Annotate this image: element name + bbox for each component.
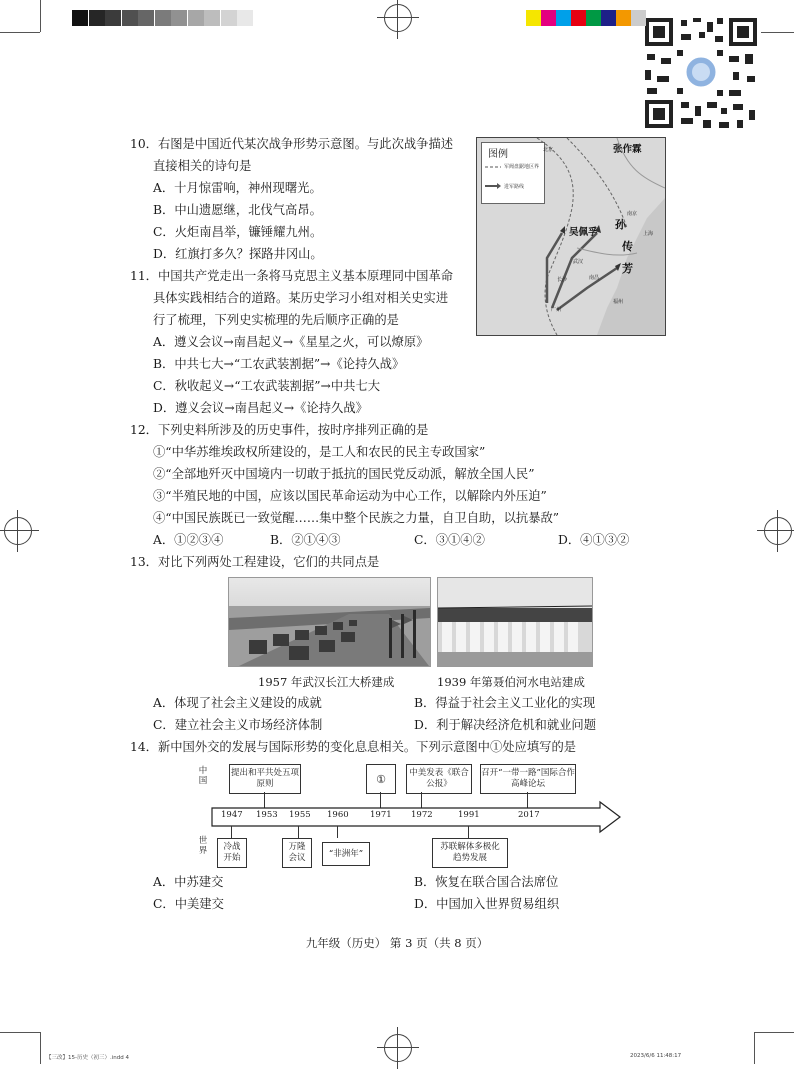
registration-mark [384, 1034, 412, 1062]
timeline-world-label: 世界 [198, 836, 208, 856]
color-swatch [601, 10, 616, 26]
q12-item: ③“半殖民地的中国，应该以国民革命运动为中心工作，以解除内外压迫” [153, 489, 547, 503]
timeline-blank-1: ① [366, 764, 396, 794]
q13-option-d[interactable]: D．利于解决经济危机和就业问题 [414, 718, 597, 732]
legend-item: 军阀盘踞地区界 [504, 164, 540, 170]
q14-stem: 14．新中国外交的发展与国际形势的变化息息相关。下列示意图中①处应填写的是 [130, 740, 577, 754]
crop-mark [0, 1032, 40, 1033]
dnieper-dam-photo [437, 577, 593, 667]
q10-option-b[interactable]: B．中山遗愿继，北伐气高昂。 [153, 203, 322, 217]
gray-swatch [171, 10, 187, 26]
crop-mark [0, 32, 40, 33]
color-swatch [586, 10, 601, 26]
timeline-year: 1972 [411, 810, 433, 820]
timeline-year: 2017 [518, 810, 540, 820]
q11-option-d[interactable]: D．遵义会议→南昌起义→《论持久战》 [153, 401, 368, 415]
q10-option-d[interactable]: D．红旗打多久？探路井冈山。 [153, 247, 323, 261]
crop-mark [754, 1032, 755, 1064]
map-city-label: 广州 [551, 307, 562, 313]
timeline-connector [468, 826, 469, 838]
timeline-world-event: 万隆会议 [282, 838, 312, 868]
registration-mark [764, 517, 792, 545]
map-city-label: 南昌 [589, 275, 600, 281]
q14-option-b[interactable]: B．恢复在联合国合法席位 [414, 875, 559, 889]
q13-stem: 13．对比下列两处工程建设，它们的共同点是 [130, 555, 380, 569]
q11-option-a[interactable]: A．遵义会议→南昌起义→《星星之火，可以燎原》 [153, 335, 429, 349]
map-city-label: 武汉 [573, 259, 584, 265]
q11-stem: 具体实践相结合的道路。某历史学习小组对相关史实进 [153, 291, 449, 305]
color-swatch [571, 10, 586, 26]
q12-stem: 12．下列史料所涉及的历史事件，按时序排列正确的是 [130, 423, 429, 437]
q12-option-c[interactable]: C．③①④② [414, 533, 485, 547]
gray-swatch [237, 10, 253, 26]
q12-item: ②“全部地歼灭中国境内一切敢于抵抗的国民党反动派，解放全国人民” [153, 467, 535, 481]
map-label-chuan: 传 [622, 240, 633, 253]
q10-option-c[interactable]: C．火炬南昌举，镰锤耀九州。 [153, 225, 323, 239]
q14-option-c[interactable]: C．中美建交 [153, 897, 224, 911]
q10-option-a[interactable]: A．十月惊雷响，神州现曙光。 [153, 181, 322, 195]
q10-stem: 直接相关的诗句是 [153, 159, 252, 173]
timeline-year: 1991 [458, 810, 480, 820]
gray-swatch [89, 10, 105, 26]
q11-option-c[interactable]: C．秋收起义→“工农武装割据”→中共七大 [153, 379, 381, 393]
gray-swatch [188, 10, 204, 26]
print-slug-date: 2023/6/6 11:48:17 [630, 1053, 682, 1059]
timeline-connector [231, 826, 232, 838]
legend-arrow [485, 183, 501, 189]
map-city-label: 北京 [543, 147, 554, 153]
gray-swatch [122, 10, 138, 26]
photo-caption: 1957 年武汉长江大桥建成 [258, 675, 395, 689]
print-slug-file: 【三改】15-历史（初三）.indd 4 [46, 1055, 129, 1061]
timeline-china-event: 中美发表《联合公报》 [406, 764, 472, 794]
page-footer: 九年级（历史） 第 3 页（共 8 页） [305, 936, 489, 950]
timeline-year: 1960 [327, 810, 349, 820]
q13-option-b[interactable]: B．得益于社会主义工业化的实现 [414, 696, 596, 710]
map-city-label: 南京 [627, 211, 638, 217]
map-label-zhang-zuolin: 张作霖 [613, 144, 642, 155]
map-label-wu-peifu: 吴佩孚 [569, 227, 598, 238]
map-city-label: 上海 [643, 231, 654, 237]
crop-mark [40, 1032, 41, 1064]
legend-title: 图例 [488, 149, 508, 160]
timeline-connector [337, 826, 338, 838]
crop-mark [754, 1032, 794, 1033]
color-swatch [556, 10, 571, 26]
legend-dashed-line [485, 165, 501, 169]
gray-swatch [105, 10, 121, 26]
q11-stem: 行了梳理，下列史实梳理的先后顺序正确的是 [153, 313, 399, 327]
timeline-year: 1947 [221, 810, 243, 820]
map-legend [481, 142, 545, 204]
timeline-china-event: 提出和平共处五项原则 [229, 764, 301, 794]
q11-option-b[interactable]: B．中共七大→“工农武装割据”→《论持久战》 [153, 357, 405, 371]
color-swatch [541, 10, 556, 26]
timeline-connector [298, 826, 299, 838]
color-swatch [616, 10, 631, 26]
timeline-year: 1953 [256, 810, 278, 820]
color-swatch [526, 10, 541, 26]
q12-option-d[interactable]: D．④①③② [558, 533, 630, 547]
timeline-world-event: 冷战开始 [217, 838, 247, 868]
gray-swatch [204, 10, 220, 26]
qr-code-icon [641, 14, 761, 132]
map-label-fang: 芳 [622, 262, 633, 275]
q14-option-d[interactable]: D．中国加入世界贸易组织 [414, 897, 560, 911]
map-city-label: 福州 [613, 299, 624, 305]
war-situation-map [476, 137, 666, 336]
timeline-china-event: 召开“一带一路”国际合作高峰论坛 [480, 764, 576, 794]
timeline-year: 1955 [289, 810, 311, 820]
q13-option-a[interactable]: A．体现了社会主义建设的成就 [153, 696, 322, 710]
photo-caption: 1939 年第聂伯河水电站建成 [437, 675, 585, 689]
legend-item: 进军路线 [504, 184, 525, 190]
gray-swatch [155, 10, 171, 26]
q12-option-b[interactable]: B．②①④③ [270, 533, 341, 547]
wuhan-bridge-photo [228, 577, 431, 667]
crop-mark [40, 0, 41, 32]
map-city-label: 长沙 [557, 277, 568, 283]
q13-option-c[interactable]: C．建立社会主义市场经济体制 [153, 718, 323, 732]
timeline-china-label: 中国 [198, 766, 208, 786]
q12-item: ①“中华苏维埃政权所建设的，是工人和农民的民主专政国家” [153, 445, 486, 459]
registration-mark [384, 4, 412, 32]
timeline-year: 1971 [370, 810, 392, 820]
map-label-sun: 孙 [615, 218, 626, 231]
q12-option-a[interactable]: A．①②③④ [153, 533, 224, 547]
gray-swatch [138, 10, 154, 26]
q12-item: ④“中国民族既已一致觉醒……集中整个民族之力量，自卫自助，以抗暴敌” [153, 511, 560, 525]
q10-stem: 10．右图是中国近代某次战争形势示意图。与此次战争描述 [130, 137, 454, 151]
timeline-world-event: “非洲年” [322, 842, 370, 866]
q11-stem: 11．中国共产党走出一条将马克思主义基本原理同中国革命 [130, 269, 454, 283]
q14-option-a[interactable]: A．中苏建交 [153, 875, 224, 889]
timeline-world-event: 苏联解体多极化趋势发展 [432, 838, 508, 868]
gray-swatch [221, 10, 237, 26]
gray-swatch [72, 10, 88, 26]
registration-mark [4, 517, 32, 545]
color-swatch [631, 10, 646, 26]
